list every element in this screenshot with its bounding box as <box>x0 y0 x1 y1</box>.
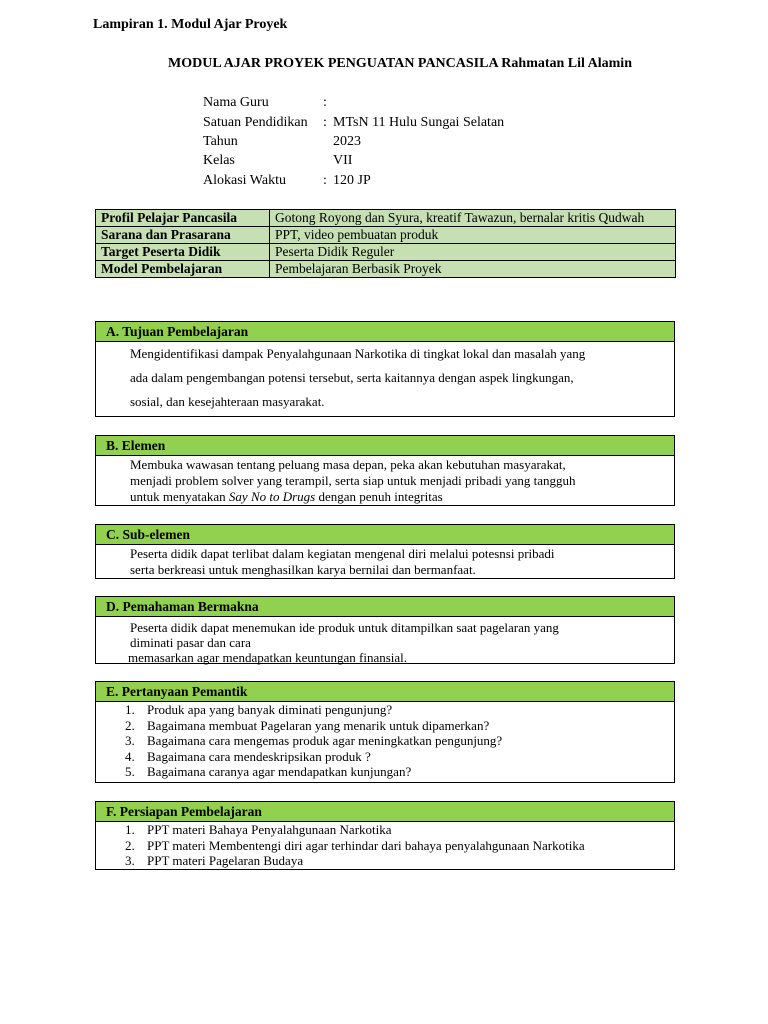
document-title: MODUL AJAR PROYEK PENGUATAN PANCASILA Rahmatan Lil Alamin <box>168 56 632 71</box>
preparation-list <box>96 822 674 869</box>
section-body <box>96 545 674 579</box>
table-row <box>96 210 676 227</box>
info-colon: : <box>323 115 327 130</box>
profile-value: Pembelajaran Berbasik Proyek <box>270 261 676 278</box>
italic-phrase: Say No to Drugs <box>228 489 316 504</box>
info-row-teacher <box>203 93 333 112</box>
body-line <box>130 489 670 505</box>
item-number: 4. <box>125 748 135 764</box>
body-line: serta berkreasi untuk menghasilkan karya bernilai dan bermanfaat. <box>130 562 476 577</box>
item-text: Bagaimana membuat Pagelaran yang menarik untuk dipamerkan? <box>147 717 490 733</box>
body-line: memasarkan agar mendapatkan keuntungan finansial. <box>128 650 408 665</box>
section-heading: A. Tujuan Pembelajaran <box>96 322 674 342</box>
info-value: 2023 <box>333 134 361 149</box>
info-colon: : <box>323 173 327 188</box>
item-number: 1. <box>125 702 135 717</box>
info-label: Alokasi Waktu <box>203 173 286 188</box>
list-item <box>96 853 674 869</box>
profile-label: Profil Pelajar Pancasila <box>96 210 270 227</box>
info-label: Nama Guru <box>203 95 269 110</box>
profile-value: PPT, video pembuatan produk <box>270 227 676 244</box>
section-elements <box>95 435 675 506</box>
body-line: ada dalam pengembangan potensi tersebut, serta kaitannya dengan aspek lingkungan, <box>130 370 574 385</box>
info-value: 120 JP <box>333 173 371 188</box>
table-row <box>96 227 676 244</box>
profile-label: Target Peserta Didik <box>96 244 270 261</box>
section-guiding-questions <box>95 681 675 783</box>
list-item <box>96 733 674 749</box>
body-line: Membuka wawasan tentang peluang masa depan, peka akan kebutuhan masyarakat, <box>130 457 566 472</box>
section-meaningful-understanding <box>95 596 675 664</box>
item-number: 2. <box>125 717 135 733</box>
section-body <box>96 342 674 415</box>
item-text: Produk apa yang banyak diminati pengunjung? <box>147 702 393 717</box>
question-list <box>96 702 674 780</box>
section-learning-objectives <box>95 321 675 417</box>
body-text: dengan penuh integritas <box>315 489 443 504</box>
section-body <box>96 456 674 506</box>
list-item <box>96 702 674 718</box>
info-row-class <box>203 151 352 170</box>
body-line: diminati pasar dan cara <box>130 635 251 650</box>
body-line: Peserta didik dapat menemukan ide produk untuk ditampilkan saat pagelaran yang <box>130 620 559 635</box>
item-number: 3. <box>125 853 135 868</box>
profile-value: Gotong Royong dan Syura, kreatif Tawazun, bernalar kritis Qudwah <box>270 210 676 227</box>
body-text: untuk menyatakan <box>130 489 229 504</box>
info-colon: : <box>323 95 327 110</box>
info-value: VII <box>333 153 353 168</box>
info-row-time-allocation <box>203 171 371 190</box>
section-heading: D. Pemahaman Bermakna <box>96 597 674 617</box>
list-item <box>96 764 674 780</box>
list-item <box>96 838 674 854</box>
section-learning-preparation <box>95 801 675 870</box>
item-text: Bagaimana caranya agar mendapatkan kunjungan? <box>147 764 412 779</box>
body-line: sosial, dan kesejahteraan masyarakat. <box>130 394 325 409</box>
section-heading: C. Sub-elemen <box>96 525 674 545</box>
item-text: PPT materi Bahaya Penyalahgunaan Narkotika <box>147 822 392 837</box>
profile-label: Model Pembelajaran <box>96 261 270 278</box>
profile-label: Sarana dan Prasarana <box>96 227 270 244</box>
info-row-year <box>203 132 361 151</box>
body-line: Peserta didik dapat terlibat dalam kegiatan mengenal diri melalui potesnsi pribadi <box>130 546 555 561</box>
item-number: 5. <box>125 764 135 779</box>
table-row <box>96 261 676 278</box>
info-label: Satuan Pendidikan <box>203 115 308 130</box>
item-number: 2. <box>125 837 135 853</box>
item-text: PPT materi Membentengi diri agar terhindar dari bahaya penyalahgunaan Narkotika <box>147 837 585 853</box>
table-row <box>96 244 676 261</box>
section-heading: E. Pertanyaan Pemantik <box>96 682 674 702</box>
item-number: 3. <box>125 733 135 748</box>
section-body <box>96 617 674 666</box>
item-text: Bagaimana cara mendeskripsikan produk ? <box>147 748 371 764</box>
info-label: Tahun <box>203 134 238 149</box>
profile-value: Peserta Didik Reguler <box>270 244 676 261</box>
item-text: PPT materi Pagelaran Budaya <box>147 853 304 868</box>
item-text: Bagaimana cara mengemas produk agar meningkatkan pengunjung? <box>147 733 503 748</box>
attachment-label: Lampiran 1. Modul Ajar Proyek <box>93 17 288 32</box>
body-line: menjadi problem solver yang terampil, serta siap untuk menjadi pribadi yang tangguh <box>130 473 576 488</box>
item-number: 1. <box>125 822 135 837</box>
list-item <box>96 749 674 765</box>
info-value: MTsN 11 Hulu Sungai Selatan <box>333 115 505 130</box>
section-heading: F. Persiapan Pembelajaran <box>96 802 674 822</box>
section-sub-elements <box>95 524 675 579</box>
list-item <box>96 822 674 838</box>
info-row-school <box>203 113 504 132</box>
info-label: Kelas <box>203 153 235 168</box>
list-item <box>96 718 674 734</box>
section-heading: B. Elemen <box>96 436 674 456</box>
profile-table <box>95 209 676 278</box>
body-line: Mengidentifikasi dampak Penyalahgunaan Narkotika di tingkat lokal dan masalah yang <box>130 346 586 361</box>
